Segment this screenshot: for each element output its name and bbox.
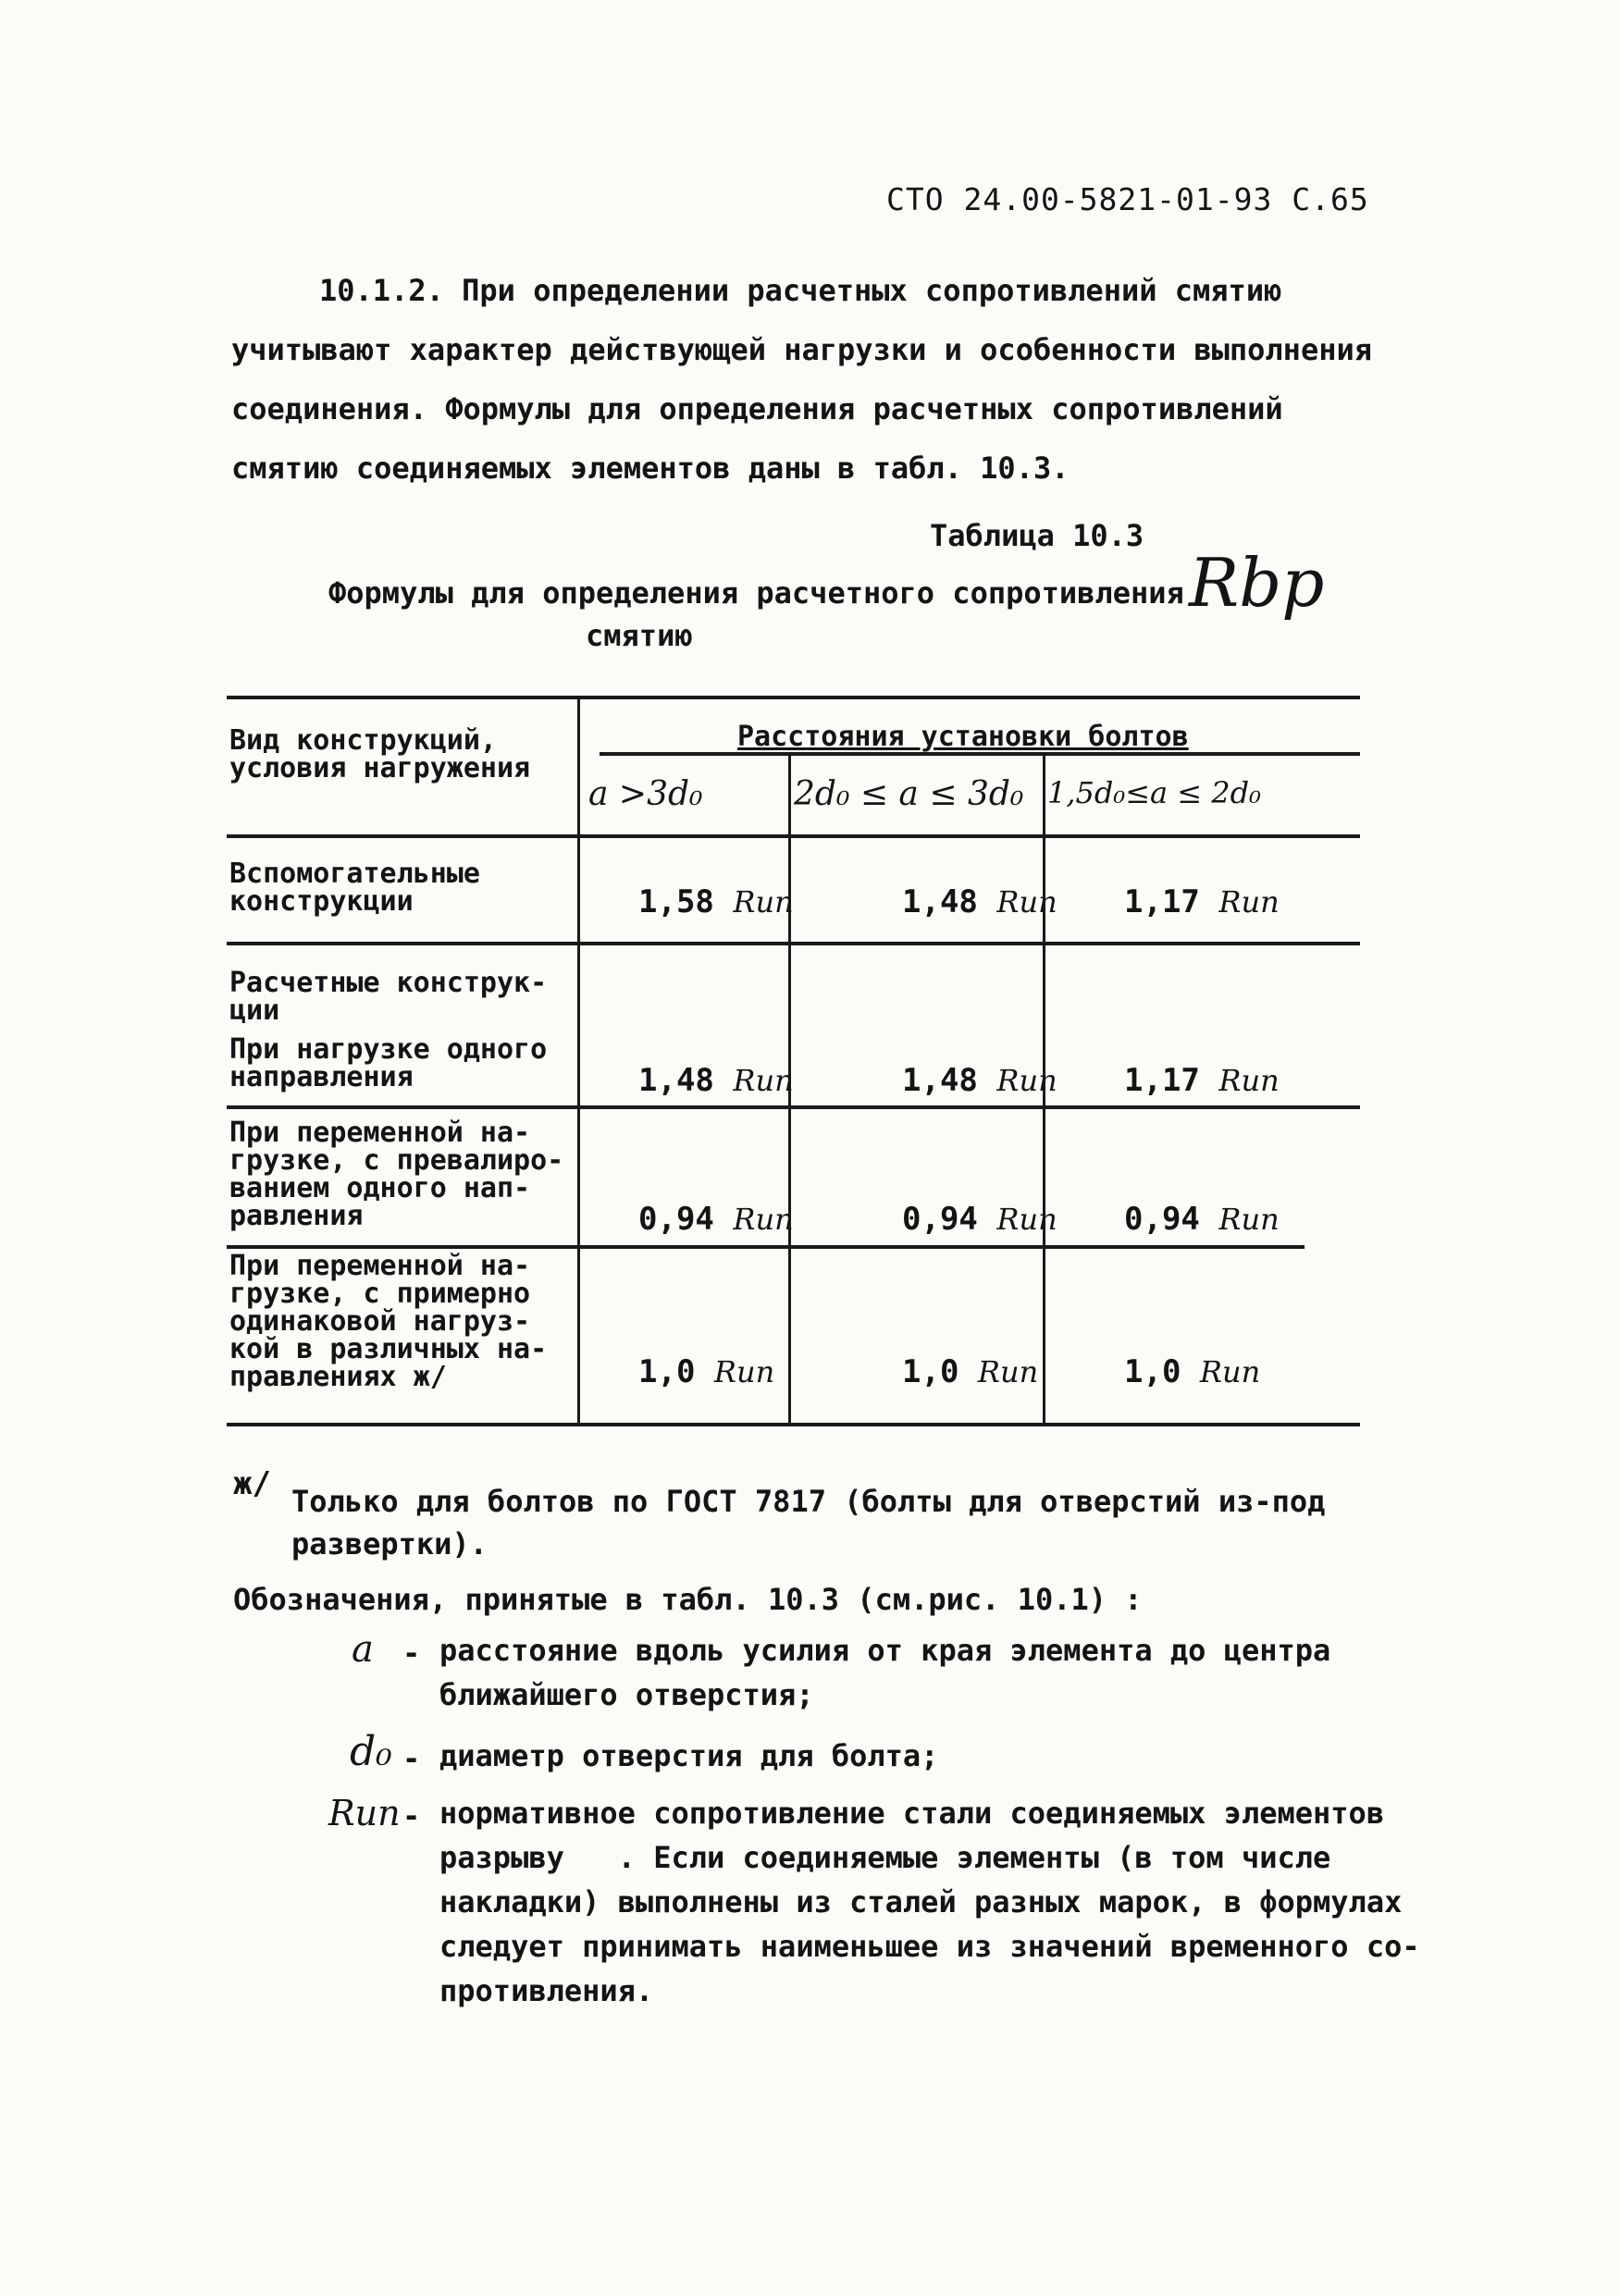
value-number: 1,0 [902,1353,959,1390]
value-number: 0,94 [638,1201,714,1238]
table-top-rule [227,696,1360,699]
handwritten-rbp-symbol: Rbp [1189,544,1325,622]
header-bolt-distances: Расстояния установки болтов [737,721,1189,753]
value-number: 0,94 [1124,1201,1200,1238]
value-number: 1,48 [902,883,978,920]
row-label-auxiliary: Вспомогательные конструкции [229,858,480,918]
condition-col-3: 1,5d₀≤a ≤ 2d₀ [1047,775,1261,810]
value-symbol: Run [733,1063,794,1098]
value-cell [1124,1353,1260,1390]
value-cell [638,1353,774,1390]
legend-symbol-run: Run [328,1793,401,1833]
value-symbol: Run [1199,1354,1261,1389]
row-rule-3 [227,1245,1305,1249]
row-label-design: Расчетные конструк- ции [229,967,548,1027]
value-symbol: Run [996,1202,1057,1237]
row-label-one-direction: При нагрузке одного направления [229,1033,548,1093]
value-symbol: Run [996,884,1057,920]
table-bottom-rule [227,1423,1360,1426]
paragraph-line-4: смятию соединяемых элементов даны в табл. 10.3. [231,451,1070,486]
footnote-marker: ж/ [233,1465,271,1502]
paragraph-line-2: учитывают характер действующей нагрузки и особенности выполнения [231,332,1372,367]
table-header-rule [227,834,1360,838]
footnote-line-2: развертки). [291,1526,488,1562]
table-number: Таблица 10.3 [930,518,1144,553]
legend-dash: - [402,1798,421,1833]
value-number: 1,17 [1124,1062,1200,1099]
value-cell [1124,1062,1280,1099]
legend-intro: Обозначения, принятые в табл. 10.3 (см.рис. 10.1) : [233,1582,1143,1617]
legend-dash: - [402,1741,421,1776]
col-rule-1 [577,696,580,1425]
paragraph-line-1: 10.1.2. При определении расчетных сопротивлений смятию [319,273,1282,308]
value-cell [902,1201,1057,1238]
row-rule-2 [227,1105,1360,1109]
legend-text-a: расстояние вдоль усилия от края элемента до центра ближайшего отверстия; [439,1633,1331,1712]
page-header: СТО 24.00-5821-01-93 С.65 [886,181,1369,217]
condition-col-2: 2d₀ ≤ a ≤ 3d₀ [794,775,1024,813]
condition-col-1: a >3d₀ [588,775,703,813]
table-title-line-2: смятию [586,618,693,653]
value-cell [902,1062,1057,1099]
value-cell [638,1201,794,1238]
legend-text-run: нормативное сопротивление стали соединяемых элементов разрыву . Если соединяемые элементы (в том числе накладки) выполнены из сталей разных марок, в формулах следует принимать наименьшее из значений временного со- противления. [439,1796,1420,2008]
value-cell [1124,883,1280,920]
value-cell [902,883,1057,920]
legend-symbol-a: a [352,1628,374,1671]
value-symbol: Run [1218,884,1280,920]
value-number: 1,58 [638,883,714,920]
value-cell [902,1353,1038,1390]
paragraph-line-3: соединения. Формулы для определения расчетных сопротивлений [231,391,1283,426]
value-symbol: Run [1218,1063,1280,1098]
legend-text-d0: диаметр отверстия для болта; [439,1738,939,1773]
value-symbol: Run [733,1202,794,1237]
value-number: 1,48 [902,1062,978,1099]
value-symbol: Run [996,1063,1057,1098]
legend-dash: - [402,1636,421,1671]
row-rule-1 [227,942,1360,945]
value-cell [638,883,794,920]
row-label-variable-prevailing: При переменной на- грузке, с превалиро- ванием одного нап- равления [229,1117,564,1232]
value-cell [1124,1201,1280,1238]
table-title-line-1: Формулы для определения расчетного сопротивления [328,575,1184,611]
value-number: 1,48 [638,1062,714,1099]
footnote-line-1: Только для болтов по ГОСТ 7817 (болты для отверстий из-под [291,1484,1326,1519]
row-label-variable-equal: При переменной на- грузке, с примерно одинаковой нагруз- кой в различных на- правлениях ж/ [229,1250,548,1393]
value-symbol: Run [977,1354,1039,1389]
value-symbol: Run [713,1354,775,1389]
value-number: 1,17 [1124,883,1200,920]
value-symbol: Run [733,884,794,920]
value-cell [638,1062,794,1099]
value-number: 0,94 [902,1201,978,1238]
legend-symbol-d0: d₀ [350,1728,392,1775]
header-col-construction: Вид конструкций, условия нагружения [229,724,531,784]
value-number: 1,0 [1124,1353,1181,1390]
value-symbol: Run [1218,1202,1280,1237]
value-number: 1,0 [638,1353,696,1390]
